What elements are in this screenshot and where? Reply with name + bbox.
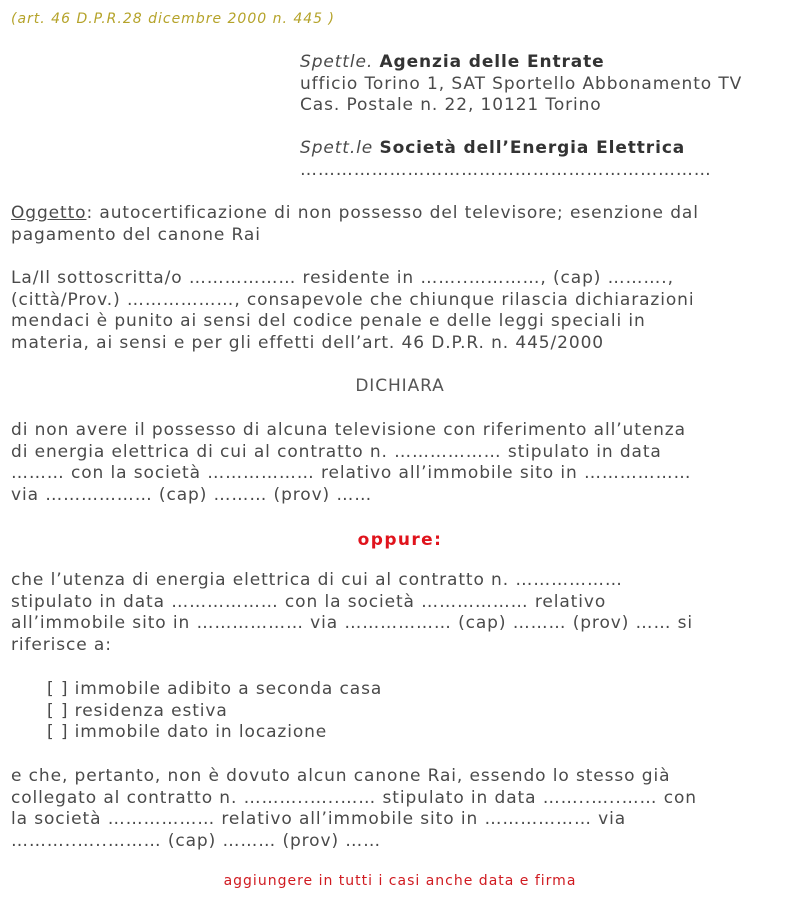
recipient-energia [300, 138, 712, 181]
dichiara-heading: DICHIARA [355, 376, 445, 396]
alternative-paragraph [11, 570, 693, 656]
declarant-line: La/Il sottoscritta/o ……………… residente in ……..…………, (cap) ………., [11, 268, 674, 288]
option-locazione: [ ] immobile dato in locazione [47, 722, 328, 742]
recipient-energia-title [300, 138, 712, 160]
alternative-line: che l’utenza di energia elettrica di cui al contratto n. ……………… [11, 570, 623, 590]
closing-line: collegato al contratto n. ………..…..…… stipulato in data ……..…..…… con [11, 787, 697, 808]
recipient-energia-salutation: Spett.le [300, 138, 374, 158]
alternative-line: riferisce a: [11, 634, 112, 655]
recipient-agenzia-address: Cas. Postale n. 22, 10121 Torino [300, 95, 602, 115]
closing-line: la società ……………… relativo all’immobile sito in ……………… via [11, 809, 627, 829]
declaration-line: ……… con la società ……………… relativo all’immobile sito in ……………… [11, 463, 692, 483]
recipient-energia-blank: …………………………………………………………… [300, 159, 712, 180]
declarant-line: (città/Prov.) ………………, consapevole che chiunque rilascia dichiarazioni [11, 289, 695, 310]
subject-text: : autocertificazione di non possesso del televisore; esenzione dal [86, 203, 699, 223]
declaration-paragraph [11, 420, 691, 506]
recipient-agenzia [300, 52, 742, 117]
recipient-agenzia-name: Agenzia delle Entrate [379, 52, 605, 72]
subject-text-continued: pagamento del canone Rai [11, 224, 261, 245]
options-list [47, 679, 382, 744]
option-residenza-estiva: [ ] residenza estiva [47, 700, 228, 721]
recipient-energia-name: Società dell’Energia Elettrica [379, 138, 686, 158]
subject [11, 203, 699, 246]
declarant-line: mendaci è punito ai sensi del codice penale e delle leggi speciali in [11, 311, 646, 331]
declaration-line: di non avere il possesso di alcuna televisione con riferimento all’utenza [11, 420, 686, 440]
alternative-line: stipulato in data ……………… con la società ……………… relativo [11, 591, 607, 612]
closing-line: ………..…..……… (cap) ……… (prov) …… [11, 830, 382, 851]
closing-line: e che, pertanto, non è dovuto alcun canone Rai, essendo lo stesso già [11, 766, 671, 786]
declarant-paragraph [11, 268, 694, 354]
subject-line [11, 203, 699, 225]
recipient-agenzia-title [300, 52, 742, 74]
recipient-agenzia-salutation: Spettle. [300, 52, 374, 72]
option-seconda-casa: [ ] immobile adibito a seconda casa [47, 679, 383, 699]
recipient-agenzia-office: ufficio Torino 1, SAT Sportello Abbonamento TV [300, 73, 743, 94]
signature-note: aggiungere in tutti i casi anche data e firma [223, 873, 577, 889]
declaration-line: via ……………… (cap) ……… (prov) …… [11, 484, 373, 505]
declarant-line: materia, ai sensi e per gli effetti dell’art. 46 D.P.R. n. 445/2000 [11, 332, 605, 353]
closing-paragraph [11, 766, 697, 852]
subject-label: Oggetto [11, 203, 87, 223]
legal-reference: (art. 46 D.P.R.28 dicembre 2000 n. 445 ) [11, 11, 336, 27]
declaration-line: di energia elettrica di cui al contratto n. ……………… stipulato in data [11, 441, 662, 462]
oppure-heading: oppure: [357, 530, 443, 550]
alternative-line: all’immobile sito in ……………… via ……………… (cap) ……… (prov) …… si [11, 613, 694, 633]
